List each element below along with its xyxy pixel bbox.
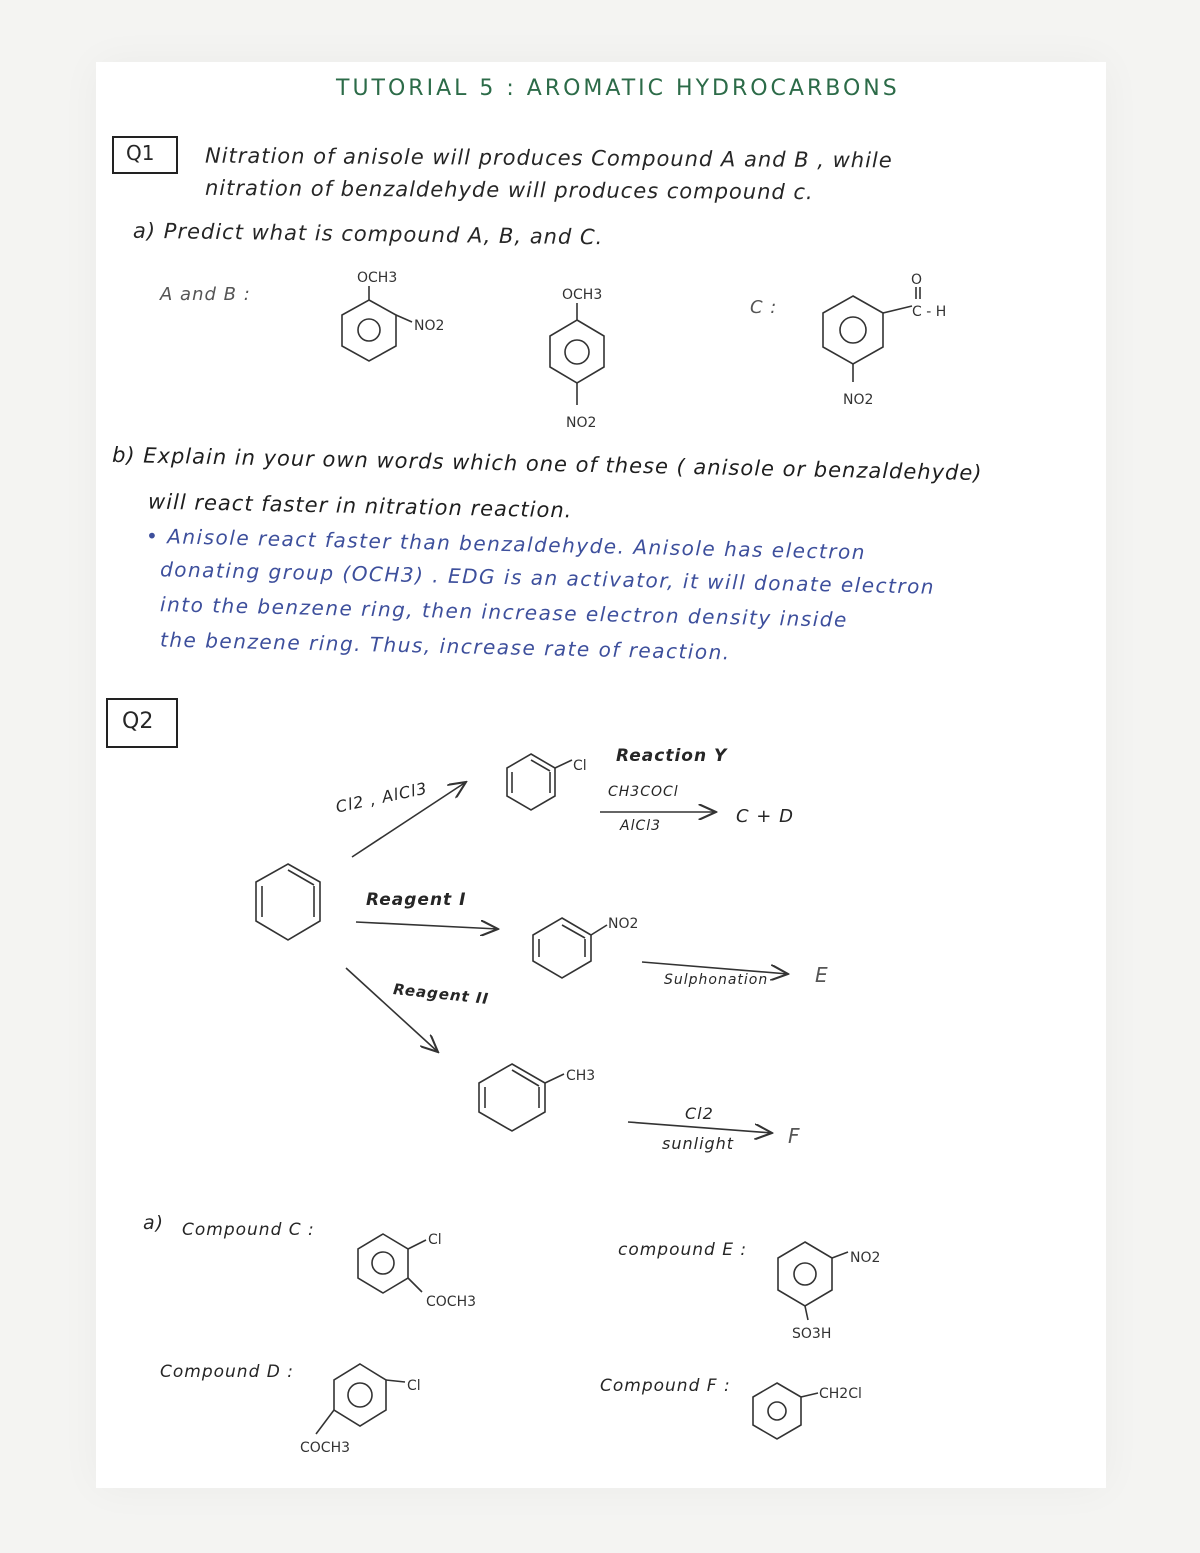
q1-part-b-line1: b) Explain in your own words which one of these ( anisole or benzaldehyde) (111, 442, 983, 486)
arrow-cl2-sunlight (628, 1122, 772, 1133)
compound-d-cl: Cl (407, 1378, 421, 1394)
page-title: TUTORIAL 5 : AROMATIC HYDROCARBONS (336, 76, 900, 101)
q1-text-line2: nitration of benzaldehyde will produces compound c. (204, 175, 814, 205)
compound-c-structure (358, 1234, 426, 1293)
compound-c-coch3: COCH3 (426, 1294, 477, 1310)
arrow-to-chlorobenzene (352, 782, 466, 857)
compound-f-ch2cl: CH2Cl (819, 1386, 862, 1402)
q1-part-b-line2: will react faster in nitration reaction. (147, 489, 573, 523)
benzene-start (256, 864, 320, 940)
answer-line-4: the benzene ring. Thus, increase rate of reaction. (159, 627, 731, 665)
mol-a-och3: OCH3 (357, 270, 398, 286)
answer-line-1: • Anisole react faster than benzaldehyde. Anisole has electron (145, 523, 867, 565)
arrow-sulphonation (642, 962, 788, 974)
q1-label: Q1 (126, 141, 155, 165)
reagent-1-label: Reagent I (366, 890, 467, 910)
reaction-y-reagent-top: CH3COCl (608, 784, 679, 800)
mol-b-och3: OCH3 (562, 287, 603, 303)
nitrobenzene (533, 918, 607, 978)
sulphonation-label: Sulphonation (664, 972, 769, 988)
arrow-reagent-2 (346, 968, 438, 1052)
compound-e-no2: NO2 (850, 1250, 881, 1266)
mol-b-no2: NO2 (566, 415, 597, 431)
product-e: E (815, 963, 829, 987)
product-f: F (788, 1124, 801, 1148)
sunlight-label: sunlight (662, 1134, 735, 1153)
toluene (479, 1064, 564, 1131)
compound-c-cl: Cl (428, 1232, 442, 1248)
chlorobenzene (507, 754, 572, 810)
q1-ab-label: A and B : (160, 284, 251, 305)
molecule-a (342, 286, 412, 361)
mol-c-no2: NO2 (843, 392, 874, 408)
answer-line-3: into the benzene ring, then increase electron density inside (159, 592, 849, 632)
reaction-y-label: Reaction Y (616, 746, 728, 766)
compound-f-label: Compound F : (600, 1376, 731, 1396)
toluene-ch3: CH3 (566, 1068, 596, 1084)
compound-f-structure (753, 1383, 818, 1439)
answer-line-2: donating group (OCH3) . EDG is an activator, it will donate electron (159, 557, 936, 599)
q1-text-line1: Nitration of anisole will produces Compound A and B , while (204, 143, 893, 173)
molecule-b (550, 303, 604, 405)
compound-c-label: Compound C : (182, 1220, 315, 1240)
q1-part-a: a) Predict what is compound A, B, and C. (132, 218, 604, 250)
nitrobenzene-no2: NO2 (608, 916, 639, 932)
mol-a-no2: NO2 (414, 318, 445, 334)
compound-e-label: compound E : (618, 1240, 748, 1260)
compound-d-label: Compound D : (160, 1362, 294, 1382)
reaction-y-products: C + D (736, 806, 794, 827)
answers-part-a: a) (143, 1212, 165, 1234)
compound-d-coch3: COCH3 (300, 1440, 351, 1456)
mol-c-cho: C - H (912, 304, 947, 320)
compound-d-structure (316, 1364, 405, 1434)
q1-c-label: C : (750, 297, 778, 318)
compound-e-structure (778, 1242, 848, 1320)
chlorobenzene-cl: Cl (573, 758, 587, 774)
molecule-c (823, 287, 920, 382)
top-reagent: Cl2 , AlCl3 (334, 778, 430, 817)
q2-label: Q2 (122, 709, 154, 734)
reagent-2-label: Reagent II (392, 980, 490, 1008)
mol-c-carbonyl-o: O (911, 272, 923, 288)
compound-e-so3h: SO3H (792, 1326, 832, 1342)
cl2-label: Cl2 (685, 1104, 714, 1123)
reaction-y-reagent-bottom: AlCl3 (620, 818, 662, 834)
arrow-reagent-1 (356, 922, 498, 929)
